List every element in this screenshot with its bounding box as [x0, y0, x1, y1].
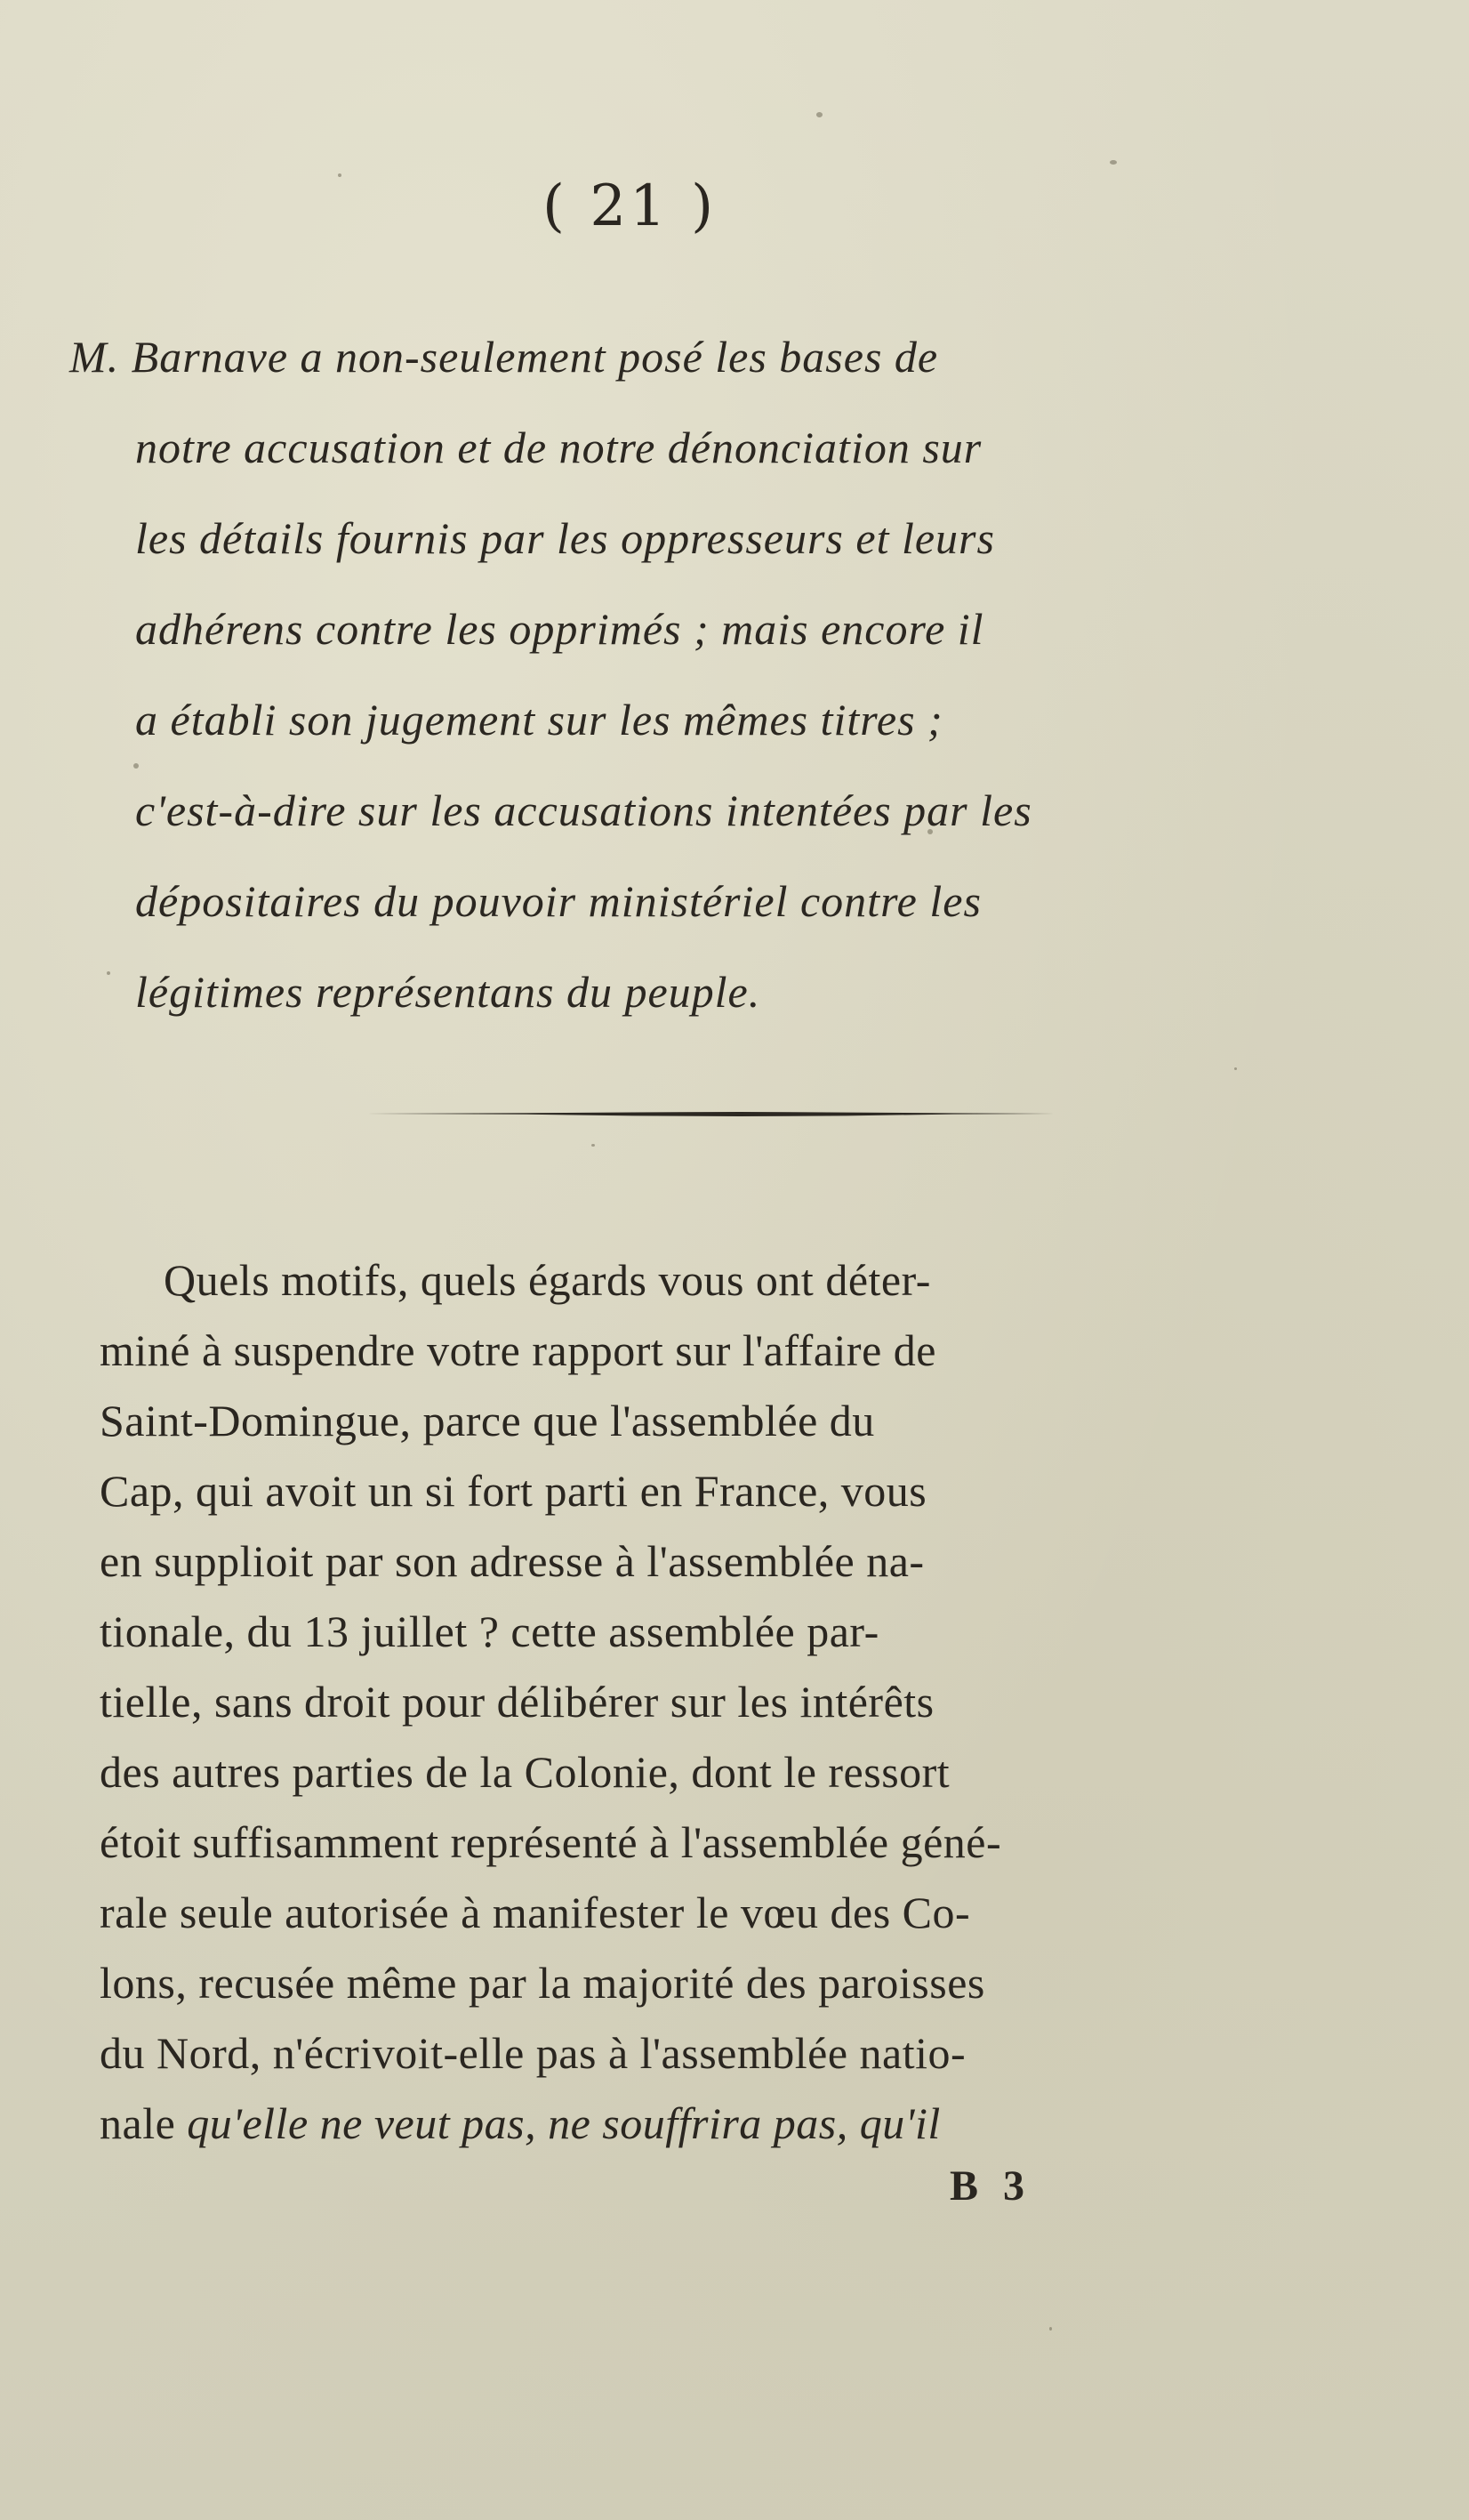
text-line: du Nord, n'écrivoit-elle pas à l'assemblée natio- — [100, 2028, 967, 2078]
text-line: les détails fournis par les oppresseurs et leurs — [135, 513, 995, 563]
text-line: miné à suspendre votre rapport sur l'affaire de — [100, 1325, 936, 1375]
page-number: ( 21 ) — [542, 173, 718, 239]
text-line: notre accusation et de notre dénonciation sur — [135, 423, 983, 472]
text-line: des autres parties de la Colonie, dont le ressort — [100, 1747, 951, 1797]
text-line: tionale, du 13 juillet ? cette assemblée par- — [100, 1606, 879, 1656]
text-line: M. Barnave a non-seulement posé les bases de — [69, 332, 939, 382]
text-line: adhérens contre les opprimés ; mais encore il — [135, 604, 984, 654]
body-paragraph — [100, 1245, 1256, 2159]
last-line-italic: qu'elle ne veut pas, ne souffrira pas, qu'il — [187, 2098, 941, 2148]
text-line: dépositaires du pouvoir ministériel contre les — [135, 876, 982, 926]
text-line: tielle, sans droit pour délibérer sur les intérêts — [100, 1677, 935, 1727]
italic-paragraph — [69, 311, 1225, 1037]
text-line-last — [100, 2089, 1256, 2159]
text-line: Quels motifs, quels égards vous ont déter- — [164, 1255, 931, 1305]
text-line: Saint-Domingue, parce que l'assemblée du — [100, 1396, 875, 1445]
section-divider-rule — [366, 1110, 1055, 1118]
text-line: c'est-à-dire sur les accusations intentées par les — [135, 785, 1032, 835]
text-line: légitimes représentans du peuple. — [135, 967, 761, 1017]
text-line: lons, recusée même par la majorité des paroisses — [100, 1958, 985, 2008]
signature-mark: B 3 — [950, 2162, 1032, 2210]
text-line: a établi son jugement sur les mêmes titres ; — [135, 695, 943, 745]
text-line: en supplioit par son adresse à l'assemblée na- — [100, 1536, 925, 1586]
last-line-prefix: nale — [100, 2098, 188, 2148]
text-line: étoit suffisamment représenté à l'assemblée géné- — [100, 1817, 1002, 1867]
text-line: Cap, qui avoit un si fort parti en France, vous — [100, 1466, 927, 1516]
text-line: rale seule autorisée à manifester le vœu des Co- — [100, 1888, 971, 1937]
